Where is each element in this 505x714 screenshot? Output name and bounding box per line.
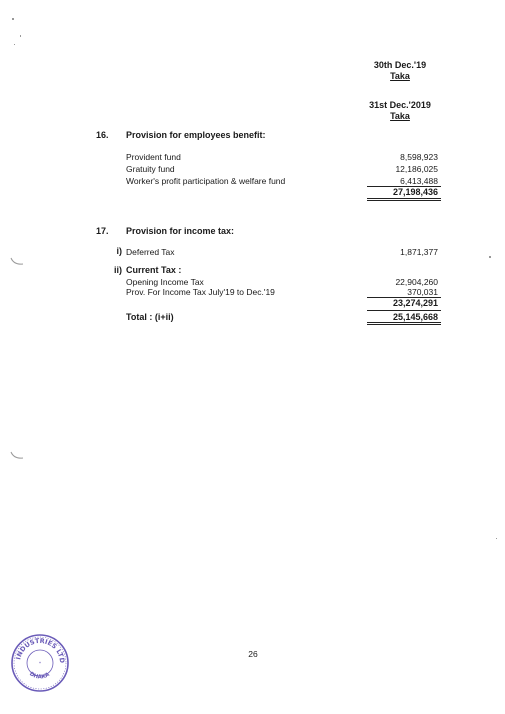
note16-total-double-rule-1 — [367, 198, 441, 199]
punch-hole-mark-lower — [8, 446, 28, 466]
deferred-tax-value: 1,871,377 — [400, 247, 438, 257]
gratuity-fund-label: Gratuity fund — [126, 164, 175, 174]
wppf-value: 6,413,488 — [400, 176, 438, 186]
scan-speck — [489, 256, 491, 258]
provident-fund-label: Provident fund — [126, 152, 181, 162]
page-number: 26 — [248, 649, 258, 659]
wppf-label: Worker's profit participation & welfare fund — [126, 176, 286, 186]
note17-total-value: 25,145,668 — [392, 312, 438, 322]
note17-title: Provision for income tax: — [126, 226, 235, 236]
deferred-tax-label: Deferred Tax — [126, 247, 175, 257]
note17-total-double-rule-2 — [367, 324, 441, 325]
current-tax-num: ii) — [114, 265, 122, 275]
deferred-tax-num: i) — [116, 246, 122, 256]
note16-total-value: 27,198,436 — [392, 187, 438, 197]
col2-date-header: 31st Dec.'2019 — [369, 100, 431, 110]
punch-hole-mark-upper — [8, 252, 28, 272]
col1-unit-header: Taka — [390, 71, 410, 81]
svg-text:DHAKA: DHAKA — [28, 671, 51, 681]
prov-income-tax-label: Prov. For Income Tax July'19 to Dec.'19 — [126, 287, 275, 297]
gratuity-fund-value: 12,186,025 — [395, 164, 438, 174]
note17-total-top-rule — [367, 310, 441, 311]
note16-total-double-rule-2 — [367, 200, 441, 201]
current-tax-subtotal-value: 23,274,291 — [392, 298, 438, 308]
col1-date-header: 30th Dec.'19 — [373, 60, 427, 70]
note16-title: Provision for employees benefit: — [126, 130, 266, 140]
current-tax-title: Current Tax : — [126, 265, 182, 275]
scan-speck — [20, 35, 21, 37]
note17-total-double-rule-1 — [367, 322, 441, 323]
company-seal — [9, 632, 71, 694]
note17-number: 17. — [96, 226, 109, 236]
prov-income-tax-value: 370,031 — [407, 287, 438, 297]
col2-unit-header: Taka — [390, 111, 410, 121]
scan-speck — [496, 538, 497, 539]
note16-number: 16. — [96, 130, 109, 140]
scan-speck — [12, 18, 14, 20]
note17-total-label: Total : (i+ii) — [126, 312, 174, 322]
opening-income-tax-label: Opening Income Tax — [126, 277, 204, 287]
opening-income-tax-value: 22,904,260 — [395, 277, 438, 287]
svg-text:*: * — [38, 662, 42, 667]
provident-fund-value: 8,598,923 — [400, 152, 438, 162]
scan-speck — [14, 44, 15, 45]
svg-text:INDUSTRIES LTD: INDUSTRIES LTD — [14, 636, 67, 664]
